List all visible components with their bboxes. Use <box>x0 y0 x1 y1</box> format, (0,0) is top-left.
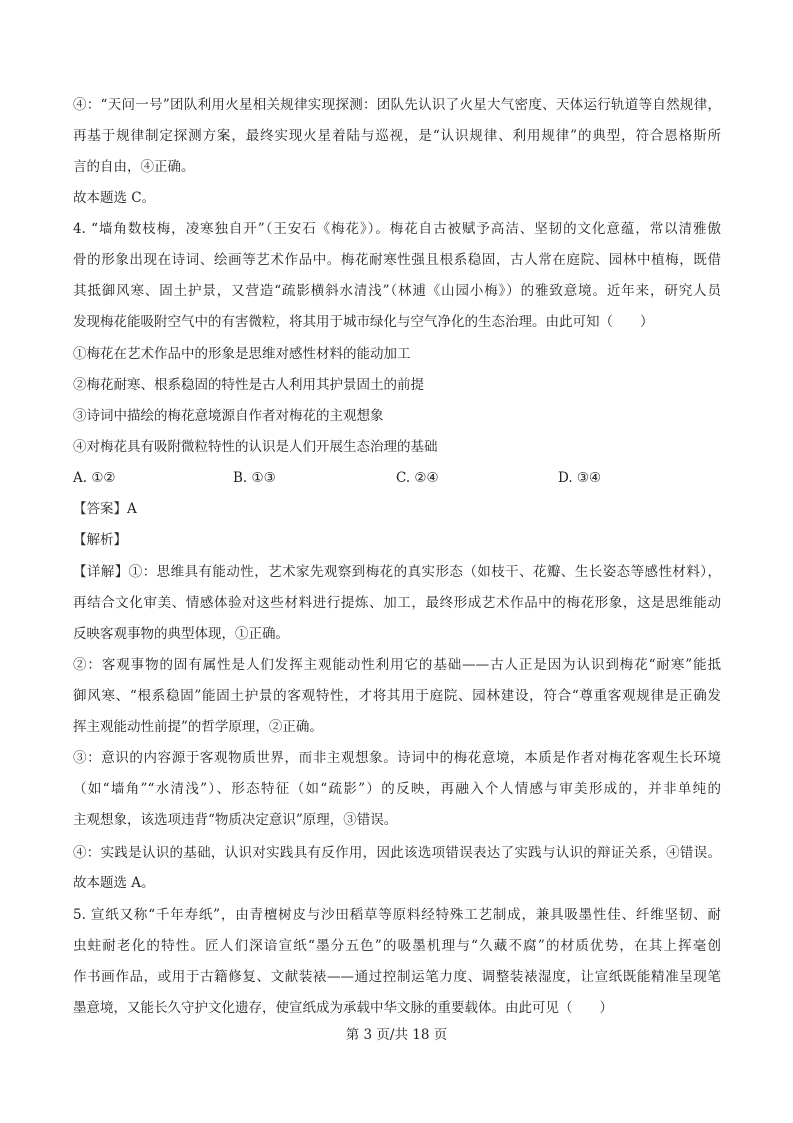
option-a: A. ①② <box>73 470 116 486</box>
statement-2: ②梅花耐寒、根系稳固的特性是古人利用其护景固土的前提 <box>73 377 424 393</box>
statement-1: ①梅花在艺术作品中的形象是思维对感性材料的能动加工 <box>73 346 411 362</box>
detail-line: ④：实践是认识的基础，认识对实践具有反作用，因此该选项错误表达了实践与认识的辩证关系，④错误。 <box>73 845 721 861</box>
conclusion-line: 故本题选 C。 <box>73 190 156 206</box>
question-5-stem: 5. 宣纸又称“千年寿纸”，由青檀树皮与沙田稻草等原料经特殊工艺制成，兼具吸墨性佳、纤维坚韧、耐 <box>73 907 721 923</box>
detail-line: 御风寒、“根系稳固”能固土护景的客观特性，才将其用于庭院、园林建设，符合“尊重客观规律是正确发 <box>73 688 721 704</box>
page-footer: 第 3 页/共 18 页 <box>345 1027 448 1043</box>
answer-tag: 【答案】 <box>73 501 127 517</box>
answer-line <box>73 499 137 519</box>
paragraph-line: 再基于规律制定探测方案，最终实现火星着陆与巡视，是“认识规律、利用规律”的典型，符合恩格斯所 <box>73 128 721 144</box>
detail-line: 【详解】①：思维具有能动性，艺术家先观察到梅花的真实形态（如枝干、花瓣、生长姿态等感性材料）， <box>73 564 721 580</box>
detail-line: （如“墙角”“水清浅”）、形态特征（如“疏影”）的反映，再融入个人情感与审美形成的，并非单纯的 <box>73 781 721 797</box>
option-d: D. ③④ <box>558 470 602 486</box>
option-c: C. ②④ <box>396 470 439 486</box>
question-4-stem: 其抵御风寒、固土护景，又营造“疏影横斜水清浅”（林逋《山园小梅》）的雅致意境。近年来，研究人员 <box>73 283 721 299</box>
detail-line: ②：客观事物的固有属性是人们发挥主观能动性利用它的基础——古人正是因为认识到梅花“耐寒”能抵 <box>73 657 721 673</box>
question-4-stem: 发现梅花能吸附空气中的有害微粒，将其用于城市绿化与空气净化的生态治理。由此可知（ ） <box>73 314 654 330</box>
paragraph-line: 言的自由，④正确。 <box>73 159 195 175</box>
answer-value: A <box>127 501 137 517</box>
question-4-stem: 骨的形象出现在诗词、绘画等艺术作品中。梅花耐寒性强且根系稳固，古人常在庭院、园林中植梅，既借 <box>73 252 721 268</box>
question-4-stem: 4. “墙角数枝梅，凌寒独自开”（王安石《梅花》）。梅花自古被赋予高洁、坚韧的文化意蕴，常以清雅傲 <box>73 221 721 237</box>
question-5-stem: 墨意境，又能长久守护文化遗存，使宣纸成为承载中华文脉的重要载体。由此可见（ ） <box>73 1000 613 1016</box>
analysis-tag: 【解析】 <box>73 532 127 548</box>
detail-line: 挥主观能动性前提”的哲学原理，②正确。 <box>73 719 323 735</box>
question-5-stem: 虫蛀耐老化的特性。匠人们深谙宣纸“墨分五色”的吸墨机理与“久藏不腐”的材质优势，在其上挥毫创 <box>73 938 721 954</box>
statement-3: ③诗词中描绘的梅花意境源自作者对梅花的主观想象 <box>73 408 384 424</box>
option-b: B. ①③ <box>233 470 276 486</box>
paragraph-line: ④：“天问一号”团队利用火星相关规律实现探测：团队先认识了火星大气密度、天体运行轨道等自然规律， <box>73 97 721 113</box>
detail-line: 反映客观事物的典型体现，①正确。 <box>73 626 289 642</box>
conclusion-line: 故本题选 A。 <box>73 875 155 891</box>
detail-line: 再结合文化审美、情感体验对这些材料进行提炼、加工，最终形成艺术作品中的梅花形象，这是思维能动 <box>73 595 721 611</box>
statement-4: ④对梅花具有吸附微粒特性的认识是人们开展生态治理的基础 <box>73 439 438 455</box>
question-5-stem: 作书画作品，或用于古籍修复、文献装裱——通过控制运笔力度、调整装裱湿度，让宣纸既能精准呈现笔 <box>73 969 721 985</box>
detail-line: ③：意识的内容源于客观物质世界，而非主观想象。诗词中的梅花意境，本质是作者对梅花客观生长环境 <box>73 750 721 766</box>
detail-line: 主观想象，该选项违背“物质决定意识”原理，③错误。 <box>73 812 398 828</box>
options-row <box>73 468 721 488</box>
